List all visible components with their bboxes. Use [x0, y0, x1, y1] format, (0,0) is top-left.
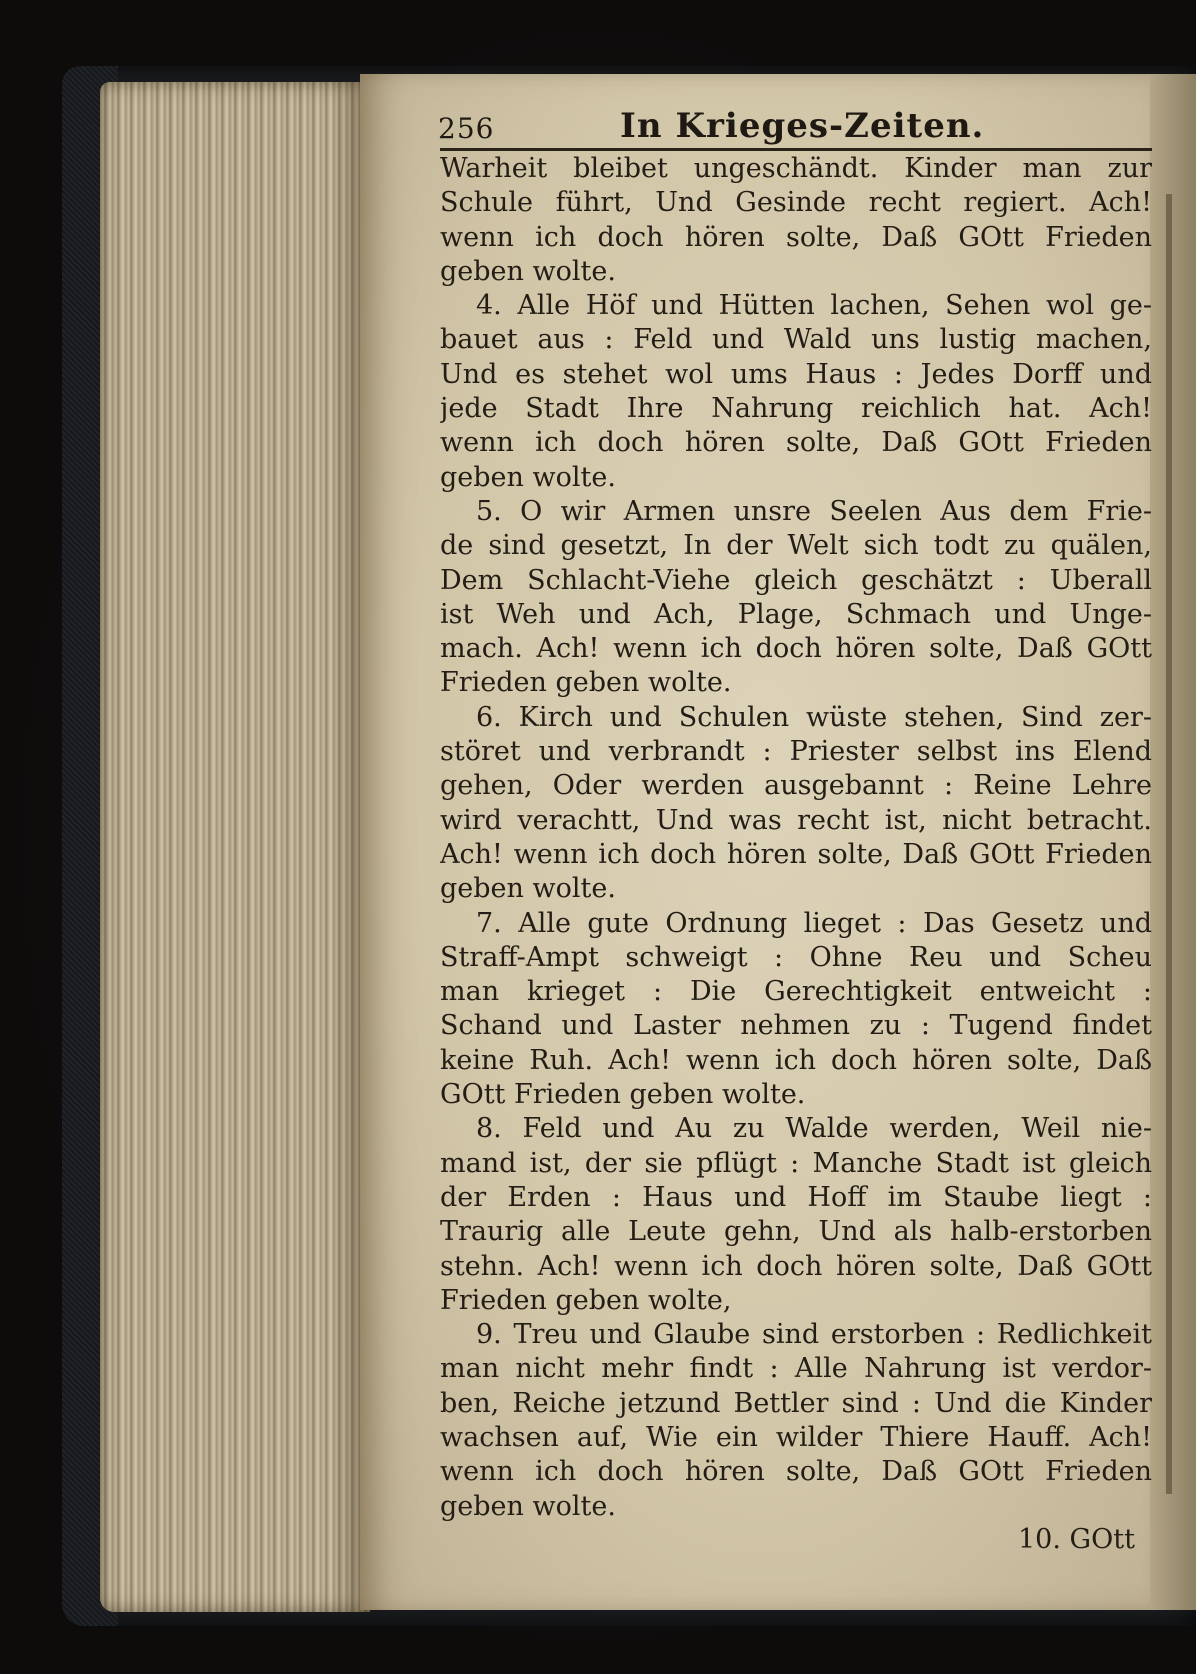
text-line: 5. O wir Armen unsre Seelen Aus dem Frie-: [476, 495, 1152, 527]
text-line: Schand und Laster nehmen zu : Tugend findet: [440, 1010, 1152, 1042]
text-line: mach. Ach! wenn ich doch hören solte, Daß GOtt: [440, 633, 1152, 665]
text-line: Ach! wenn ich doch hören solte, Daß GOtt Frieden: [440, 838, 1152, 870]
text-line: ist Weh und Ach, Plage, Schmach und Unge-: [440, 598, 1152, 630]
text-line: wenn ich doch hören solte, Daß GOtt Frieden: [440, 221, 1152, 253]
text-line: de sind gesetzt, In der Welt sich todt zu quälen,: [440, 530, 1152, 562]
page-edges: [100, 82, 370, 1612]
text-line: GOtt Frieden geben wolte.: [440, 1079, 806, 1111]
text-line: 9. Treu und Glaube sind erstorben : Redlichkeit: [476, 1319, 1152, 1351]
running-head: In Krieges-Zeiten.: [620, 106, 985, 146]
text-line: Straff-Ampt schweigt : Ohne Reu und Scheu: [440, 941, 1152, 973]
text-line: 7. Alle gute Ordnung lieget : Das Gesetz und: [476, 907, 1152, 939]
text-line: Traurig alle Leute gehn, Und als halb-erstorben: [440, 1216, 1152, 1248]
text-line: geben wolte.: [440, 1490, 616, 1522]
text-line: wenn ich doch hören solte, Daß GOtt Frieden: [440, 1456, 1152, 1488]
text-line: geben wolte.: [440, 873, 616, 905]
text-line: Frieden geben wolte.: [440, 667, 732, 699]
text-line: geben wolte.: [440, 255, 616, 287]
text-line: stehn. Ach! wenn ich doch hören solte, Daß GOtt: [440, 1250, 1152, 1282]
text-line: Dem Schlacht-Viehe gleich geschätzt : Uberall: [440, 564, 1152, 596]
page-gutter: [1150, 74, 1196, 1610]
page-number: 256: [438, 112, 495, 145]
text-line: wenn ich doch hören solte, Daß GOtt Frieden: [440, 427, 1152, 459]
text-line: 4. Alle Höf und Hütten lachen, Sehen wol ge-: [476, 290, 1152, 322]
text-line: Frieden geben wolte,: [440, 1284, 732, 1316]
catchword: 10. GOtt: [1018, 1524, 1135, 1555]
text-line: jede Stadt Ihre Nahrung reichlich hat. Ach!: [440, 393, 1152, 425]
hymn-text: [440, 152, 1152, 1524]
text-line: bauet aus : Feld und Wald uns lustig machen,: [440, 324, 1152, 356]
text-line: man krieget : Die Gerechtigkeit entweicht :: [440, 976, 1152, 1008]
text-line: ben, Reiche jetzund Bettler sind : Und die Kinder: [440, 1387, 1152, 1419]
text-line: gehen, Oder werden ausgebannt : Reine Lehre: [440, 770, 1152, 802]
text-line: störet und verbrandt : Priester selbst ins Elend: [440, 736, 1152, 768]
text-line: geben wolte.: [440, 461, 616, 493]
text-line: wird verachtt, Und was recht ist, nicht betracht.: [440, 804, 1152, 836]
page-header: [438, 104, 1158, 148]
header-rule: [440, 148, 1152, 151]
text-line: Schule führt, Und Gesinde recht regiert. Ach!: [440, 187, 1152, 219]
text-line: 6. Kirch und Schulen wüste stehen, Sind zer-: [476, 701, 1152, 733]
text-line: wachsen auf, Wie ein wilder Thiere Hauff. Ach!: [440, 1421, 1152, 1453]
text-line: man nicht mehr findt : Alle Nahrung ist verdor-: [440, 1353, 1152, 1385]
text-line: der Erden : Haus und Hoff im Staube liegt :: [440, 1181, 1152, 1213]
text-line: mand ist, der sie pflügt : Manche Stadt ist gleich: [440, 1147, 1152, 1179]
text-line: Und es stehet wol ums Haus : Jedes Dorff und: [440, 358, 1152, 390]
text-line: 8. Feld und Au zu Walde werden, Weil nie-: [476, 1113, 1152, 1145]
text-line: Warheit bleibet ungeschändt. Kinder man zur: [440, 153, 1152, 184]
text-line: keine Ruh. Ach! wenn ich doch hören solte, Daß: [440, 1044, 1152, 1076]
